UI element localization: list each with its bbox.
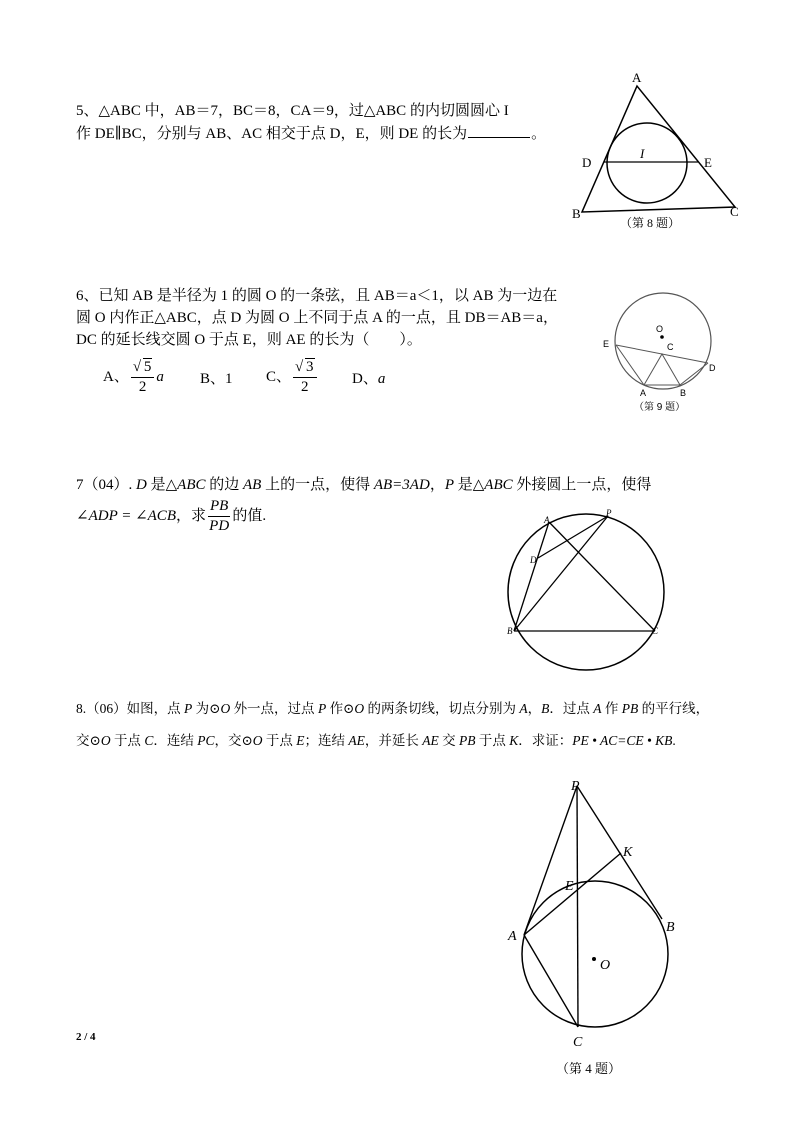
q7-t2: D — [136, 477, 147, 493]
q7-line1 — [76, 475, 651, 495]
q7-t12: ABC — [484, 477, 513, 493]
q8-b12: AE — [348, 733, 365, 748]
q8-a15: 作 — [601, 701, 622, 716]
q6-line3: DC 的延长线交圆 O 于点 E，则 AE 的长为（ ）。 — [76, 332, 422, 348]
q8-a6: P — [317, 701, 327, 716]
option-a-var: a — [156, 368, 164, 385]
tangent-pb — [577, 786, 662, 919]
label-a: A — [640, 388, 647, 398]
q8-b13: ，并延长 — [364, 733, 423, 748]
circle-o — [615, 293, 711, 389]
label-c: C — [573, 1035, 583, 1050]
side-ab — [514, 522, 549, 631]
q8-a1: 8.（06）如图，点 — [76, 701, 184, 716]
q7-t1: 7（04）. — [76, 477, 137, 493]
q8-a8: O — [354, 701, 365, 716]
q5-line1: 5、△ABC 中，AB＝7，BC＝8，CA＝9，过△ABC 的内切圆圆心 I — [76, 103, 509, 119]
label-b: B — [507, 626, 513, 636]
label-e: E — [704, 155, 712, 170]
q6-option-c — [266, 358, 319, 397]
label-e: E — [603, 339, 610, 349]
q8-a2: P — [184, 701, 193, 716]
label-p: P — [571, 779, 580, 794]
q6-option-d — [352, 369, 385, 389]
q7-t11: 是△ — [454, 477, 485, 493]
q7-t13: 外接圆上一点，使得 — [512, 477, 652, 493]
q5-line2 — [76, 123, 546, 144]
q8-a16: PB — [621, 701, 639, 716]
q8-b17: 于点 — [475, 733, 510, 748]
q8-b2: O — [100, 733, 111, 748]
q7-figure — [500, 505, 680, 685]
label-p: P — [606, 508, 612, 518]
segment-pc — [577, 786, 578, 1027]
option-a-denominator: 2 — [138, 379, 147, 395]
label-a: A — [632, 70, 642, 85]
circle-o — [522, 881, 668, 1027]
q8-b9: 于点 — [262, 733, 297, 748]
side-ac — [549, 522, 655, 631]
label-d: D — [530, 555, 537, 565]
incircle — [607, 123, 687, 203]
label-c: C — [667, 342, 674, 352]
label-i: I — [640, 146, 645, 161]
q7-t10: P — [444, 477, 454, 493]
q7-line2 — [76, 497, 266, 536]
triangle-abc — [582, 86, 735, 212]
option-c-radicand: 3 — [306, 359, 314, 375]
q8-a12: B — [541, 701, 550, 716]
q8-figure — [500, 770, 700, 1080]
q5-line2-text: 作 DE∥BC，分别与 AB、AC 相交于点 D，E，则 DE 的长为 — [76, 126, 468, 142]
q8-b8: O — [252, 733, 263, 748]
q8-b21: . — [672, 733, 676, 748]
q8-b10: E — [296, 733, 305, 748]
label-b: B — [680, 388, 687, 398]
segment-bd — [680, 363, 708, 385]
q8-b14: AE — [422, 733, 439, 748]
q8-b4: C — [144, 733, 154, 748]
q8-b18: K — [509, 733, 519, 748]
q8-b19: ．求证： — [518, 733, 573, 748]
segment-ae — [616, 345, 644, 385]
label-o: O — [656, 324, 664, 334]
label-d: D — [709, 363, 716, 373]
q8-a17: 的平行线， — [638, 701, 710, 716]
q7-angle-equation: ∠ADP = ∠ACB — [76, 507, 176, 524]
option-a-radicand: 5 — [143, 359, 152, 375]
q7-t4: ABC — [177, 477, 206, 493]
center-o-dot — [660, 335, 664, 339]
segment-bp — [514, 516, 608, 631]
q8-a4: O — [220, 701, 231, 716]
q7-denominator: PD — [209, 518, 230, 534]
q6-line1: 6、已知 AB 是半径为 1 的圆 O 的一条弦，且 AB＝a＜1，以 AB 为一边在 — [76, 288, 558, 304]
q8-a9: 的两条切线，切点分别为 — [364, 701, 520, 716]
q8-b20: PE • AC=CE • KB — [572, 733, 673, 748]
page-number: 2 / 4 — [76, 1031, 96, 1043]
option-d-var: a — [377, 371, 386, 387]
q7-t8: AB=3AD — [373, 477, 430, 493]
q7-mid: ，求 — [175, 507, 206, 524]
label-b: B — [666, 920, 675, 935]
label-a: A — [508, 929, 517, 944]
label-o: O — [600, 958, 611, 973]
label-b: B — [572, 206, 581, 221]
option-c-fraction: √ 3 2 — [293, 358, 317, 397]
label-a: A — [544, 515, 550, 525]
q8-a5: 外一点，过点 — [230, 701, 318, 716]
q8-b11: ；连结 — [304, 733, 349, 748]
figure-caption: （第 4 题） — [556, 1061, 622, 1076]
q7-t6: AB — [243, 477, 262, 493]
label-c: C — [730, 204, 739, 219]
figure-caption: （第 8 题） — [620, 216, 681, 230]
q7-t9: ， — [429, 477, 445, 493]
q8-b3: 于点 — [110, 733, 145, 748]
label-e: E — [565, 879, 574, 894]
q8-a11: ， — [527, 701, 542, 716]
q6-option-a — [103, 358, 164, 397]
q8-b1: 交⊙ — [76, 733, 101, 748]
q8-b16: PB — [459, 733, 476, 748]
q5-line2-end: 。 — [531, 126, 547, 142]
q7-fraction — [208, 497, 230, 536]
label-d: D — [582, 155, 592, 170]
q8-line2 — [76, 731, 676, 751]
option-d-label: D、 — [352, 371, 378, 387]
q8-b5: ．连结 — [153, 733, 198, 748]
option-c-denominator: 2 — [301, 379, 309, 395]
q8-b7: ，交⊙ — [214, 733, 253, 748]
label-c: C — [652, 626, 659, 636]
option-a-fraction: √ 5 2 — [131, 358, 155, 397]
segment-ac — [524, 935, 578, 1027]
figure-caption: （第 9 题） — [634, 402, 686, 413]
q7-t3: 是△ — [146, 477, 178, 493]
option-a-label: A、 — [103, 368, 129, 385]
label-k: K — [623, 845, 633, 860]
q7-numerator: PB — [208, 497, 230, 517]
triangle-abc — [644, 354, 680, 385]
q8-a13: ．过点 — [549, 701, 594, 716]
q7-t5: 的边 — [205, 477, 244, 493]
center-o-dot — [592, 957, 596, 961]
q8-a3: 为⊙ — [192, 701, 221, 716]
answer-blank — [468, 123, 530, 138]
q8-line1 — [76, 699, 709, 719]
q8-a14: A — [593, 701, 602, 716]
q6-line2: 圆 O 内作正△ABC，点 D 为圆 O 上不同于点 A 的一点，且 DB＝AB＝a， — [76, 310, 558, 326]
q6-option-b: B、1 — [200, 371, 233, 387]
option-c-label: C、 — [266, 368, 292, 385]
circumcircle — [508, 514, 664, 670]
q8-b15: 交 — [438, 733, 460, 748]
q8-b6: PC — [197, 733, 215, 748]
q7-t7: 上的一点，使得 — [261, 477, 374, 493]
q6-figure — [600, 285, 730, 420]
q5-figure — [560, 70, 750, 240]
q8-a7: 作⊙ — [326, 701, 355, 716]
q8-a10: A — [519, 701, 528, 716]
q7-end: 的值. — [232, 507, 267, 524]
